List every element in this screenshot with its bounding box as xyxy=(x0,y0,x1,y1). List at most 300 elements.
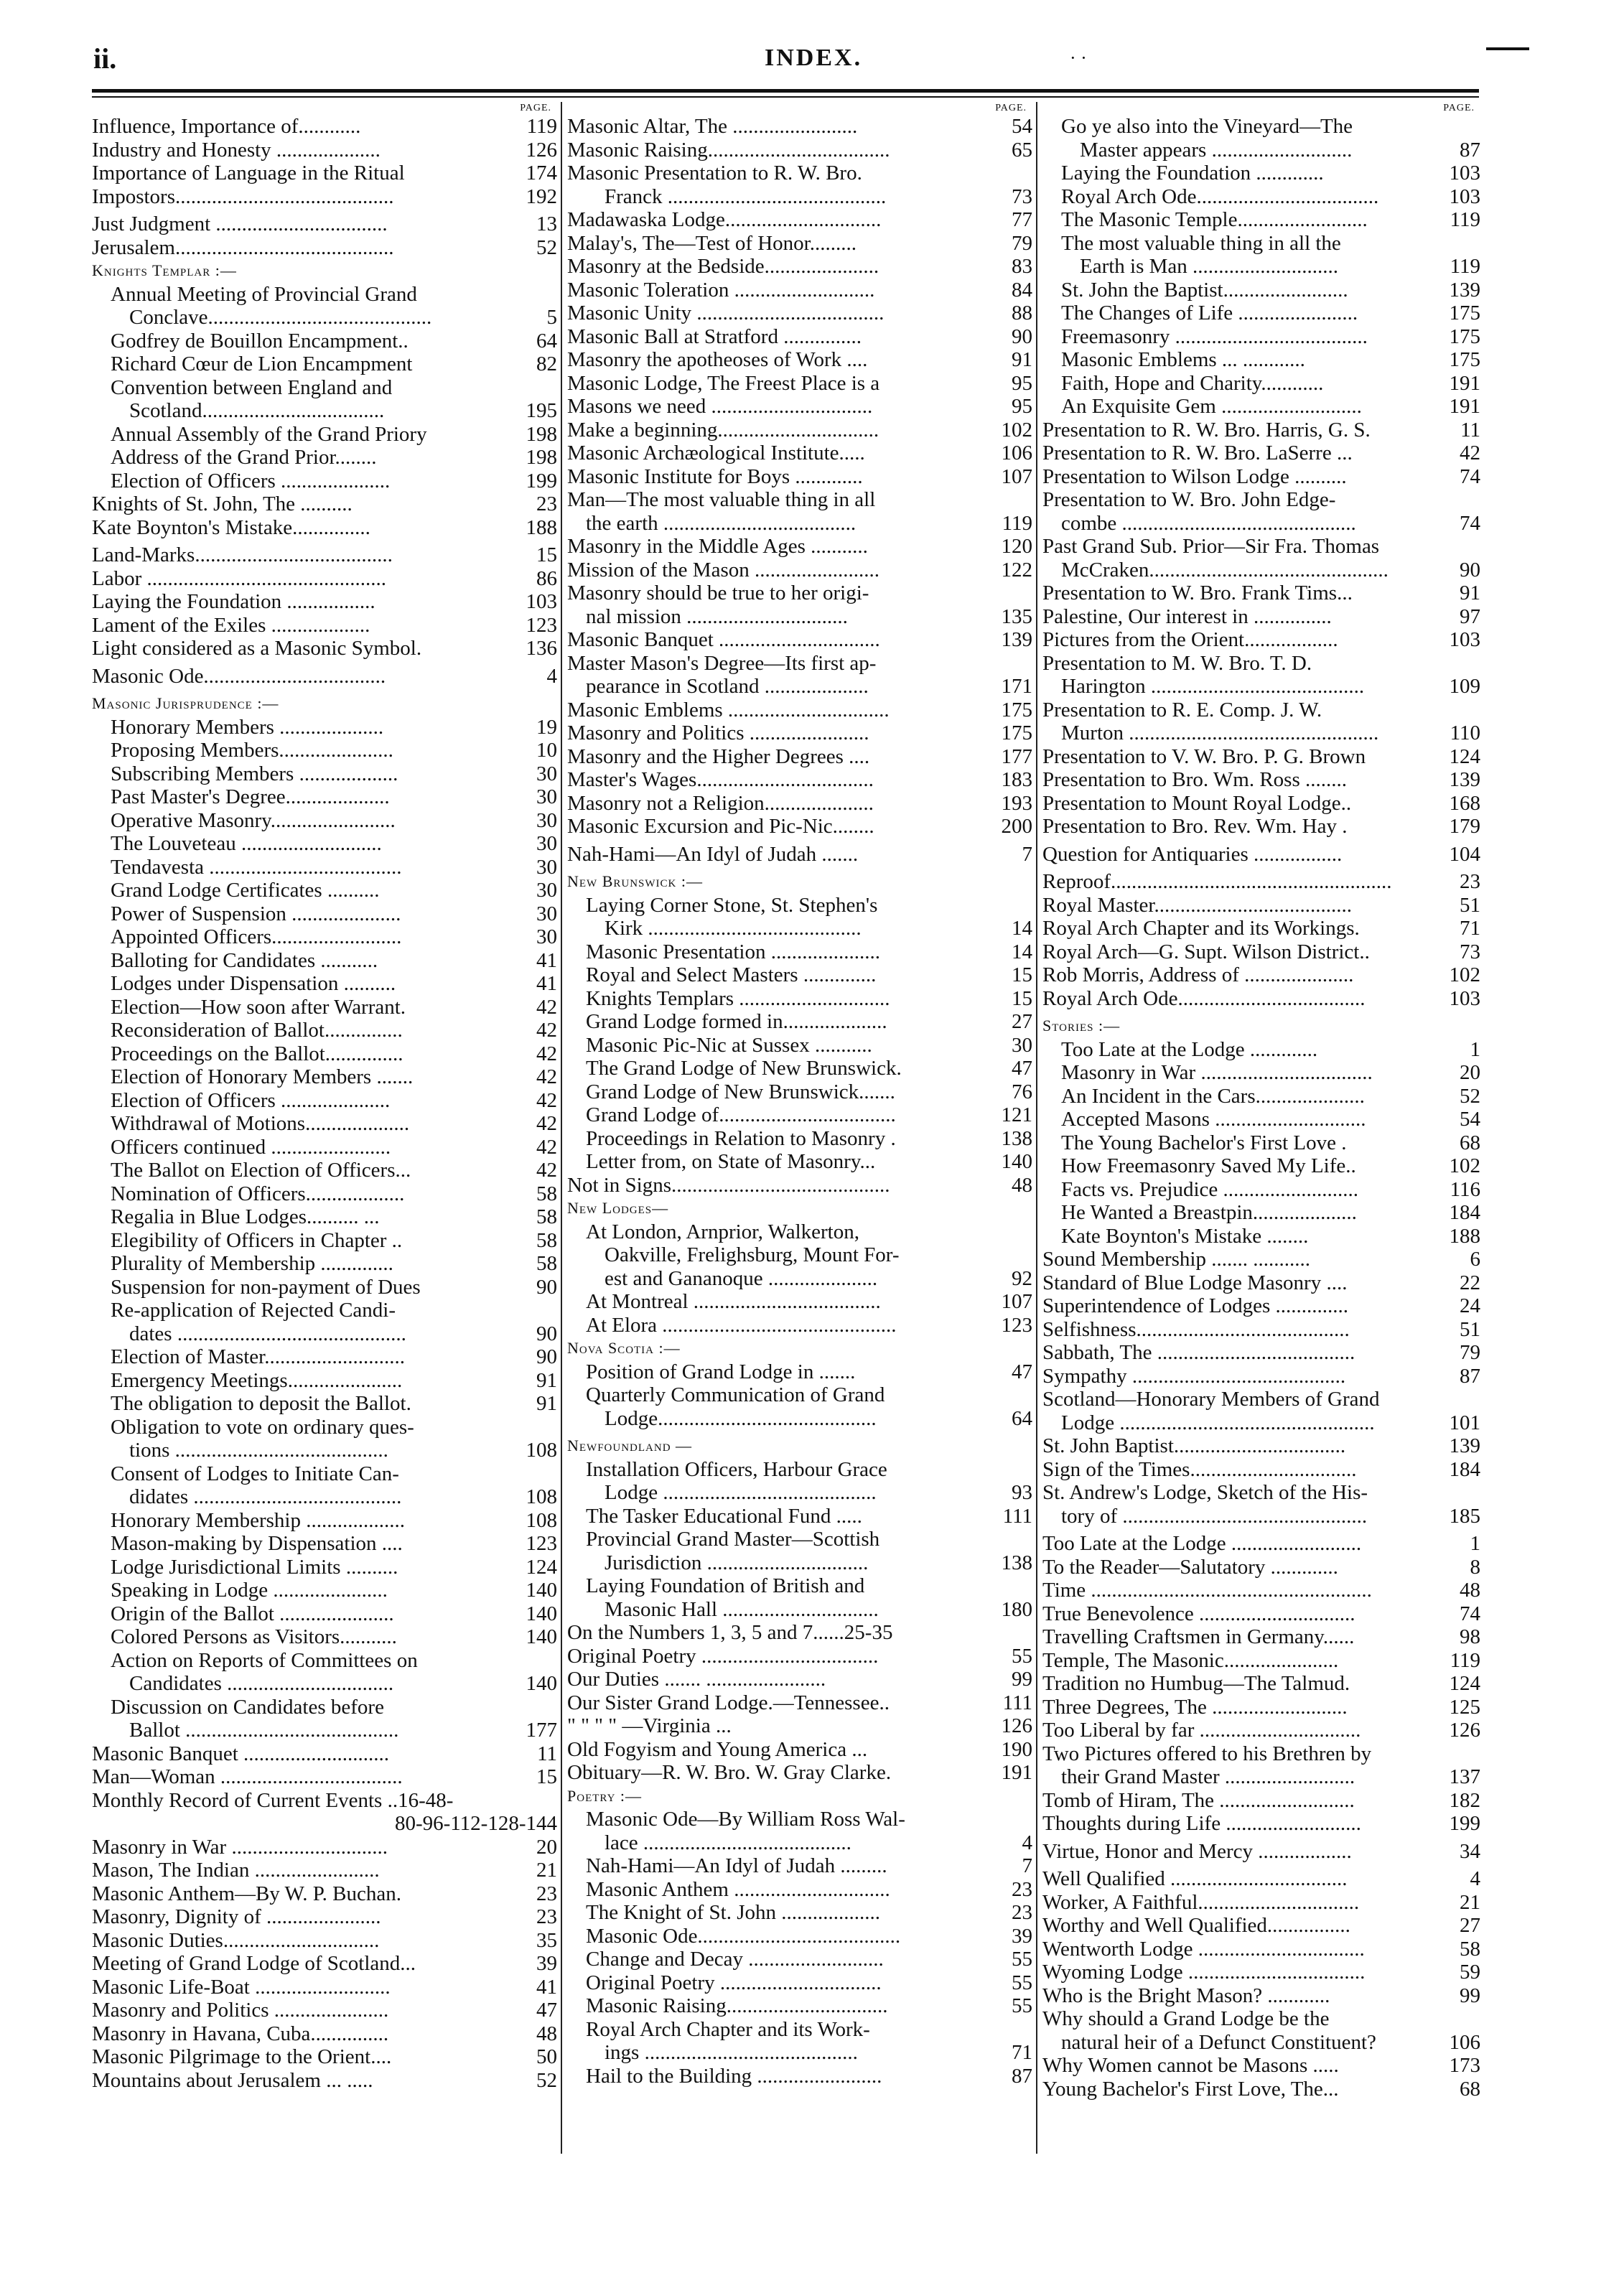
index-entry xyxy=(567,139,1032,162)
entry-page: 103 xyxy=(1449,628,1480,651)
entry-title: Tradition no Humbug—The Talmud. xyxy=(1042,1672,1350,1695)
index-entry xyxy=(1042,1318,1480,1342)
index-entry xyxy=(92,1462,557,1486)
entry-title: Knights Templar :— xyxy=(92,261,237,279)
entry-title: Quarterly Communication of Grand xyxy=(586,1383,885,1406)
entry-page: 20 xyxy=(1460,1061,1480,1084)
entry-page: 90 xyxy=(536,1345,557,1368)
entry-page: 125 xyxy=(1449,1695,1480,1719)
index-entry xyxy=(1042,1505,1480,1528)
entry-title: New Lodges— xyxy=(567,1199,669,1217)
entry-title: Grand Lodge Certificates .......... xyxy=(111,879,380,902)
index-entry xyxy=(92,1789,557,1813)
entry-page: 24 xyxy=(1460,1294,1480,1317)
entry-page: 50 xyxy=(536,2045,557,2068)
entry-title: McCraken.............................................. xyxy=(1061,558,1389,581)
entry-page: 52 xyxy=(536,235,557,259)
index-entry xyxy=(1042,815,1480,839)
entry-page: 42 xyxy=(536,1065,557,1088)
index-entry xyxy=(92,1696,557,1719)
entry-page: 139 xyxy=(1001,628,1032,651)
entry-page: 108 xyxy=(526,1485,557,1508)
index-entry xyxy=(567,917,1032,940)
entry-page: 74 xyxy=(1460,1602,1480,1625)
index-entry xyxy=(92,1485,557,1509)
entry-title: Nah-Hami—An Idyl of Judah ....... xyxy=(567,842,859,866)
entry-title: Mason, The Indian ........................ xyxy=(92,1859,380,1882)
index-entry xyxy=(567,1808,1032,1831)
entry-title: Royal Arch Ode................................... xyxy=(1061,185,1379,208)
index-entry xyxy=(1042,1154,1480,1178)
entry-title: Our Duties ....... ....................... xyxy=(567,1668,826,1691)
index-entry xyxy=(1042,512,1480,536)
index-entry xyxy=(567,745,1032,769)
entry-page: 88 xyxy=(1012,302,1032,324)
index-entry xyxy=(92,236,557,260)
entry-title: Masonic Banquet ............................... xyxy=(567,628,880,651)
entry-title: Masonic Archæological Institute..... xyxy=(567,442,865,464)
index-entry xyxy=(1042,2007,1480,2031)
index-entry xyxy=(1042,395,1480,419)
index-entry xyxy=(92,470,557,493)
entry-page: 74 xyxy=(1460,511,1480,535)
entry-page: 175 xyxy=(1001,721,1032,744)
index-entry xyxy=(1042,1742,1480,1766)
entry-page: 175 xyxy=(1001,698,1032,721)
entry-page: 99 xyxy=(1012,1668,1032,1691)
entry-page: 55 xyxy=(1012,1948,1032,1971)
entry-page: 55 xyxy=(1012,1644,1032,1668)
entry-page: 30 xyxy=(536,762,557,785)
index-entry xyxy=(92,1439,557,1462)
entry-page: 14 xyxy=(1012,940,1032,963)
entry-page: 87 xyxy=(1012,2064,1032,2088)
entry-page: 39 xyxy=(536,1952,557,1975)
index-entry xyxy=(92,1182,557,1206)
entry-title: Labor .............................................. xyxy=(92,566,386,590)
entry-page: 42 xyxy=(536,1159,557,1182)
entry-page: 13 xyxy=(536,212,557,235)
entry-title: Provincial Grand Master—Scottish xyxy=(586,1528,880,1551)
entry-title: natural heir of a Defunct Constituent? xyxy=(1061,2030,1376,2054)
entry-title: The Changes of Life ....................... xyxy=(1061,302,1358,324)
entry-title: Meeting of Grand Lodge of Scotland... xyxy=(92,1952,416,1975)
index-entry xyxy=(567,2018,1032,2042)
entry-page: 65 xyxy=(1012,138,1032,162)
index-entry xyxy=(567,208,1032,232)
entry-page: 139 xyxy=(1449,278,1480,302)
entry-title: Masonry in Havana, Cuba............... xyxy=(92,2022,389,2045)
entry-title: He Wanted a Breastpin.................... xyxy=(1061,1201,1357,1224)
index-entry xyxy=(1042,1411,1480,1435)
index-entry xyxy=(1042,1038,1480,1062)
entry-page: 4 xyxy=(1470,1867,1480,1890)
index-section-heading xyxy=(567,1434,1032,1458)
index-entry xyxy=(92,1205,557,1229)
index-entry xyxy=(92,2069,557,2093)
entry-page: 92 xyxy=(1012,1266,1032,1290)
index-entry xyxy=(92,1252,557,1276)
index-entry xyxy=(92,1042,557,1066)
page-header xyxy=(93,42,1529,85)
entry-page: 140 xyxy=(526,1625,557,1648)
index-entry xyxy=(92,1509,557,1533)
index-entry xyxy=(567,768,1032,792)
index-entry xyxy=(1042,1579,1480,1602)
index-entry xyxy=(1042,1248,1480,1271)
index-entry xyxy=(567,1621,1032,1645)
entry-page: 124 xyxy=(1449,1672,1480,1695)
index-entry xyxy=(92,1556,557,1579)
entry-page: 175 xyxy=(1449,348,1480,371)
index-section-heading xyxy=(567,870,1032,894)
index-entry xyxy=(1042,1867,1480,1891)
entry-title: Masonic Toleration ........................... xyxy=(567,278,875,302)
entry-page: 23 xyxy=(1460,870,1480,893)
entry-page: 27 xyxy=(1012,1010,1032,1033)
entry-page: 41 xyxy=(536,972,557,995)
entry-title: nal mission ............................... xyxy=(586,604,848,628)
index-entry xyxy=(567,348,1032,372)
entry-page: 107 xyxy=(1001,464,1032,488)
index-entry xyxy=(567,1901,1032,1925)
index-entry xyxy=(92,1532,557,1556)
entry-page: 174 xyxy=(526,162,557,185)
index-column-1 xyxy=(92,102,557,2092)
entry-page: 191 xyxy=(1001,1761,1032,1784)
entry-page: 123 xyxy=(526,613,557,637)
entry-page: 190 xyxy=(1001,1737,1032,1761)
entry-title: Masonic Presentation ..................... xyxy=(586,940,880,963)
print-mark: · · xyxy=(1070,47,1087,68)
entry-title: Stories :— xyxy=(1042,1017,1121,1034)
index-entry xyxy=(1042,2031,1480,2055)
entry-page: 90 xyxy=(1460,558,1480,581)
index-entry xyxy=(92,1999,557,2022)
entry-title: The Louveteau ........................... xyxy=(111,832,382,855)
index-entry xyxy=(1042,2054,1480,2078)
entry-title: Time ...................................................... xyxy=(1042,1579,1372,1602)
entry-title: Honorary Members .................... xyxy=(111,715,384,739)
entry-title: Sympathy ......................................... xyxy=(1042,1364,1346,1388)
entry-title: Faith, Hope and Charity............ xyxy=(1061,371,1324,395)
index-entry xyxy=(92,1952,557,1976)
entry-page: 86 xyxy=(536,566,557,590)
entry-page: 54 xyxy=(1460,1108,1480,1131)
entry-page: 198 xyxy=(526,422,557,446)
entry-title: Jerusalem.......................................... xyxy=(92,235,394,259)
entry-title: Masonic Banquet ............................ xyxy=(92,1742,390,1765)
index-entry xyxy=(567,162,1032,185)
entry-title: Temple, The Masonic...................... xyxy=(1042,1648,1339,1672)
entry-page: 52 xyxy=(1460,1084,1480,1108)
entry-page: 91 xyxy=(1012,348,1032,371)
index-entry xyxy=(1042,1532,1480,1556)
index-entry xyxy=(92,590,557,614)
entry-title: Make a beginning............................... xyxy=(567,418,879,442)
entry-title: Mason-making by Dispensation .... xyxy=(111,1532,403,1555)
index-entry xyxy=(1042,208,1480,232)
entry-title: The most valuable thing in all the xyxy=(1061,231,1341,255)
entry-page: 68 xyxy=(1460,2077,1480,2101)
entry-title: Jurisdiction ............................... xyxy=(605,1551,869,1574)
entry-page: 51 xyxy=(1460,893,1480,917)
entry-title: Elegibility of Officers in Chapter .. xyxy=(111,1228,403,1252)
index-entry xyxy=(92,785,557,809)
entry-title: Proposing Members...................... xyxy=(111,739,393,762)
index-entry xyxy=(92,376,557,400)
entry-page: 71 xyxy=(1460,917,1480,940)
entry-title: Too Late at the Lodge ......................... xyxy=(1042,1532,1362,1555)
index-section-heading xyxy=(567,1337,1032,1360)
entry-page: 19 xyxy=(536,715,557,739)
entry-title: Lodge Jurisdictional Limits .......... xyxy=(111,1555,398,1579)
index-entry xyxy=(567,1458,1032,1482)
index-entry xyxy=(92,1369,557,1393)
entry-title: Position of Grand Lodge in ....... xyxy=(586,1360,856,1383)
index-entry xyxy=(1042,419,1480,442)
entry-page: 42 xyxy=(536,1135,557,1159)
index-entry xyxy=(92,1065,557,1089)
entry-page: 124 xyxy=(1449,744,1480,768)
index-entry xyxy=(567,628,1032,652)
entry-title: St. Andrew's Lodge, Sketch of the His- xyxy=(1042,1481,1368,1504)
entry-page: 47 xyxy=(1012,1360,1032,1383)
index-entry xyxy=(567,1481,1032,1505)
entry-title: The Tasker Educational Fund ..... xyxy=(586,1504,862,1528)
entry-page: 138 xyxy=(1001,1126,1032,1150)
index-entry xyxy=(567,1878,1032,1902)
index-entry xyxy=(92,1672,557,1696)
entry-title: Masonry and the Higher Degrees .... xyxy=(567,744,870,768)
index-entry xyxy=(1042,1789,1480,1813)
index-entry xyxy=(92,1276,557,1299)
index-entry xyxy=(92,567,557,591)
index-entry xyxy=(1042,1556,1480,1579)
index-entry xyxy=(92,1742,557,1766)
index-entry xyxy=(1042,792,1480,816)
entry-page: 111 xyxy=(1002,1504,1032,1528)
entry-page: 90 xyxy=(1012,324,1032,348)
index-entry xyxy=(92,809,557,833)
index-entry xyxy=(567,894,1032,917)
index-entry xyxy=(92,1392,557,1416)
entry-title: Worthy and Well Qualified................ xyxy=(1042,1914,1350,1937)
entry-page: 48 xyxy=(1012,1173,1032,1197)
index-entry xyxy=(567,1127,1032,1151)
entry-title: Young Bachelor's First Love, The... xyxy=(1042,2077,1339,2101)
entry-title: Three Degrees, The .......................... xyxy=(1042,1695,1348,1719)
entry-title: Superintendence of Lodges .............. xyxy=(1042,1294,1349,1317)
entry-page: 121 xyxy=(1001,1103,1032,1126)
entry-title: Masonic Duties.............................. xyxy=(92,1928,380,1952)
entry-title: tions ......................................... xyxy=(129,1439,388,1462)
entry-title: Balloting for Candidates ........... xyxy=(111,948,378,972)
entry-page: 42 xyxy=(536,1112,557,1135)
index-entry xyxy=(1042,1696,1480,1719)
entry-title: Kate Boynton's Mistake............... xyxy=(92,515,370,539)
entry-page: 79 xyxy=(1460,1341,1480,1364)
index-entry xyxy=(1042,987,1480,1011)
entry-title: At London, Arnprior, Walkerton, xyxy=(586,1220,859,1243)
entry-title: Presentation to R. E. Comp. J. W. xyxy=(1042,698,1322,721)
entry-title: Tendavesta ..................................... xyxy=(111,855,402,879)
index-entry xyxy=(1042,1481,1480,1505)
entry-title: Masonry in the Middle Ages ........... xyxy=(567,535,868,558)
entry-title: Laying Corner Stone, St. Stephen's xyxy=(586,893,878,917)
entry-page: 126 xyxy=(1449,1719,1480,1742)
entry-page: 140 xyxy=(526,1579,557,1602)
entry-page: 30 xyxy=(536,925,557,948)
index-entry xyxy=(1042,1365,1480,1388)
entry-title: ings ......................................... xyxy=(605,2041,858,2064)
entry-title: Original Poetry ............................... xyxy=(586,1971,882,1994)
entry-page: 7 xyxy=(1022,1854,1032,1877)
entry-page: 193 xyxy=(1001,791,1032,815)
entry-page: 30 xyxy=(536,832,557,855)
index-entry xyxy=(567,699,1032,722)
entry-title: Mission of the Mason ........................ xyxy=(567,558,879,581)
index-entry xyxy=(92,185,557,209)
index-entry xyxy=(92,996,557,1019)
index-column-3 xyxy=(1042,102,1480,2101)
index-entry xyxy=(1042,894,1480,917)
index-entry xyxy=(567,488,1032,512)
index-entry xyxy=(1042,1085,1480,1108)
index-entry xyxy=(567,1948,1032,1971)
entry-page: 107 xyxy=(1001,1290,1032,1313)
entry-title: Importance of Language in the Ritual xyxy=(92,162,405,185)
index-entry xyxy=(567,2041,1032,2065)
entry-page: 47 xyxy=(1012,1057,1032,1080)
entry-page: 184 xyxy=(1449,1457,1480,1481)
index-entry xyxy=(567,232,1032,256)
entry-title: Masonry and Politics ....................... xyxy=(567,721,869,744)
entry-title: Masonry, Dignity of ...................... xyxy=(92,1905,381,1928)
entry-title: Presentation to Mount Royal Lodge.. xyxy=(1042,791,1352,815)
entry-title: Malay's, The—Test of Honor......... xyxy=(567,231,857,255)
entry-title: Royal Arch Chapter and its Work- xyxy=(586,2017,870,2041)
entry-title: Presentation to R. W. Bro. LaSerre ... xyxy=(1042,442,1353,464)
entry-title: Tomb of Hiram, The .......................... xyxy=(1042,1788,1355,1812)
header-rule-thick xyxy=(92,89,1479,93)
index-entry xyxy=(567,1057,1032,1080)
entry-page: 51 xyxy=(1460,1317,1480,1341)
entry-title: Masons we need ............................... xyxy=(567,395,873,418)
index-entry xyxy=(567,255,1032,279)
index-entry xyxy=(567,581,1032,605)
entry-page: 21 xyxy=(536,1859,557,1882)
entry-title: Masonic Life-Boat .......................... xyxy=(92,1975,391,1999)
entry-page: 34 xyxy=(1460,1839,1480,1863)
entry-page: 42 xyxy=(536,1042,557,1065)
index-entry xyxy=(92,1836,557,1859)
entry-page: 42 xyxy=(536,1088,557,1112)
entry-title: Masonic Ode—By William Ross Wal- xyxy=(586,1808,905,1831)
index-entry xyxy=(567,1220,1032,1244)
index-entry xyxy=(567,1034,1032,1057)
entry-page: 30 xyxy=(1012,1033,1032,1057)
entry-page: 173 xyxy=(1449,2054,1480,2077)
entry-title: Impostors.......................................... xyxy=(92,185,394,208)
page-column-label: PAGE. xyxy=(520,103,551,113)
entry-page: 136 xyxy=(526,637,557,660)
index-entry xyxy=(567,442,1032,465)
index-entry xyxy=(567,1010,1032,1034)
entry-title: Lodges under Dispensation .......... xyxy=(111,972,396,995)
index-entry xyxy=(1042,1625,1480,1649)
entry-title: Masonic Emblems ... ............ xyxy=(1061,348,1305,371)
entry-title: Masonic Raising............................... xyxy=(586,1994,888,2017)
index-entry xyxy=(1042,1294,1480,1318)
index-entry xyxy=(92,1719,557,1742)
index-entry xyxy=(1042,843,1480,867)
entry-page: 83 xyxy=(1012,255,1032,278)
entry-page: 98 xyxy=(1460,1625,1480,1648)
index-entry xyxy=(92,1019,557,1042)
entry-title: Election—How soon after Warrant. xyxy=(111,995,406,1019)
entry-title: Election of Master........................... xyxy=(111,1345,405,1368)
entry-page: 48 xyxy=(536,2022,557,2045)
index-entry xyxy=(567,1383,1032,1407)
index-entry xyxy=(567,1080,1032,1104)
entry-page: 102 xyxy=(1449,963,1480,986)
entry-title: Nomination of Officers................... xyxy=(111,1182,405,1205)
index-entry xyxy=(567,1267,1032,1291)
entry-title: Masonic Jurisprudence :— xyxy=(92,694,279,712)
index-entry xyxy=(92,1345,557,1369)
index-entry xyxy=(567,512,1032,536)
index-entry xyxy=(567,815,1032,839)
entry-title: Old Fogyism and Young America ... xyxy=(567,1737,868,1761)
entry-title: Masonic Excursion and Pic-Nic........ xyxy=(567,815,874,838)
index-entry xyxy=(1042,535,1480,559)
entry-title: pearance in Scotland .................... xyxy=(586,675,869,698)
index-entry xyxy=(1042,1434,1480,1458)
entry-title: Man—The most valuable thing in all xyxy=(567,488,876,511)
entry-title: Discussion on Candidates before xyxy=(111,1695,384,1719)
entry-title: Thoughts during Life .......................... xyxy=(1042,1812,1361,1835)
entry-title: Presentation to V. W. Bro. P. G. Brown xyxy=(1042,744,1366,768)
index-entry xyxy=(92,856,557,879)
index-entry xyxy=(92,352,557,376)
entry-page: 1 xyxy=(1470,1037,1480,1061)
entry-title: Presentation to W. Bro. John Edge- xyxy=(1042,488,1336,511)
index-entry xyxy=(567,1314,1032,1337)
index-entry xyxy=(1042,605,1480,629)
index-entry xyxy=(1042,917,1480,940)
entry-page: 137 xyxy=(1449,1765,1480,1788)
entry-title: their Grand Master ......................... xyxy=(1061,1765,1355,1788)
corner-rule xyxy=(1486,47,1529,50)
entry-page: 84 xyxy=(1012,278,1032,302)
entry-title: St. John the Baptist........................ xyxy=(1061,278,1348,302)
index-entry xyxy=(567,559,1032,582)
entry-title: Annual Assembly of the Grand Priory xyxy=(111,422,427,446)
entry-title: Sound Membership ....... ........... xyxy=(1042,1248,1310,1271)
entry-page: 42 xyxy=(1460,442,1480,464)
entry-page: 73 xyxy=(1460,940,1480,963)
entry-page: 77 xyxy=(1012,208,1032,231)
entry-page: 42 xyxy=(536,1019,557,1042)
entry-title: Newfoundland — xyxy=(567,1437,693,1454)
entry-title: At Montreal .................................... xyxy=(586,1290,881,1313)
entry-page: 200 xyxy=(1001,815,1032,838)
index-entry xyxy=(567,1243,1032,1267)
index-entry xyxy=(1042,162,1480,185)
entry-page: 191 xyxy=(1449,371,1480,395)
index-entry xyxy=(92,832,557,856)
